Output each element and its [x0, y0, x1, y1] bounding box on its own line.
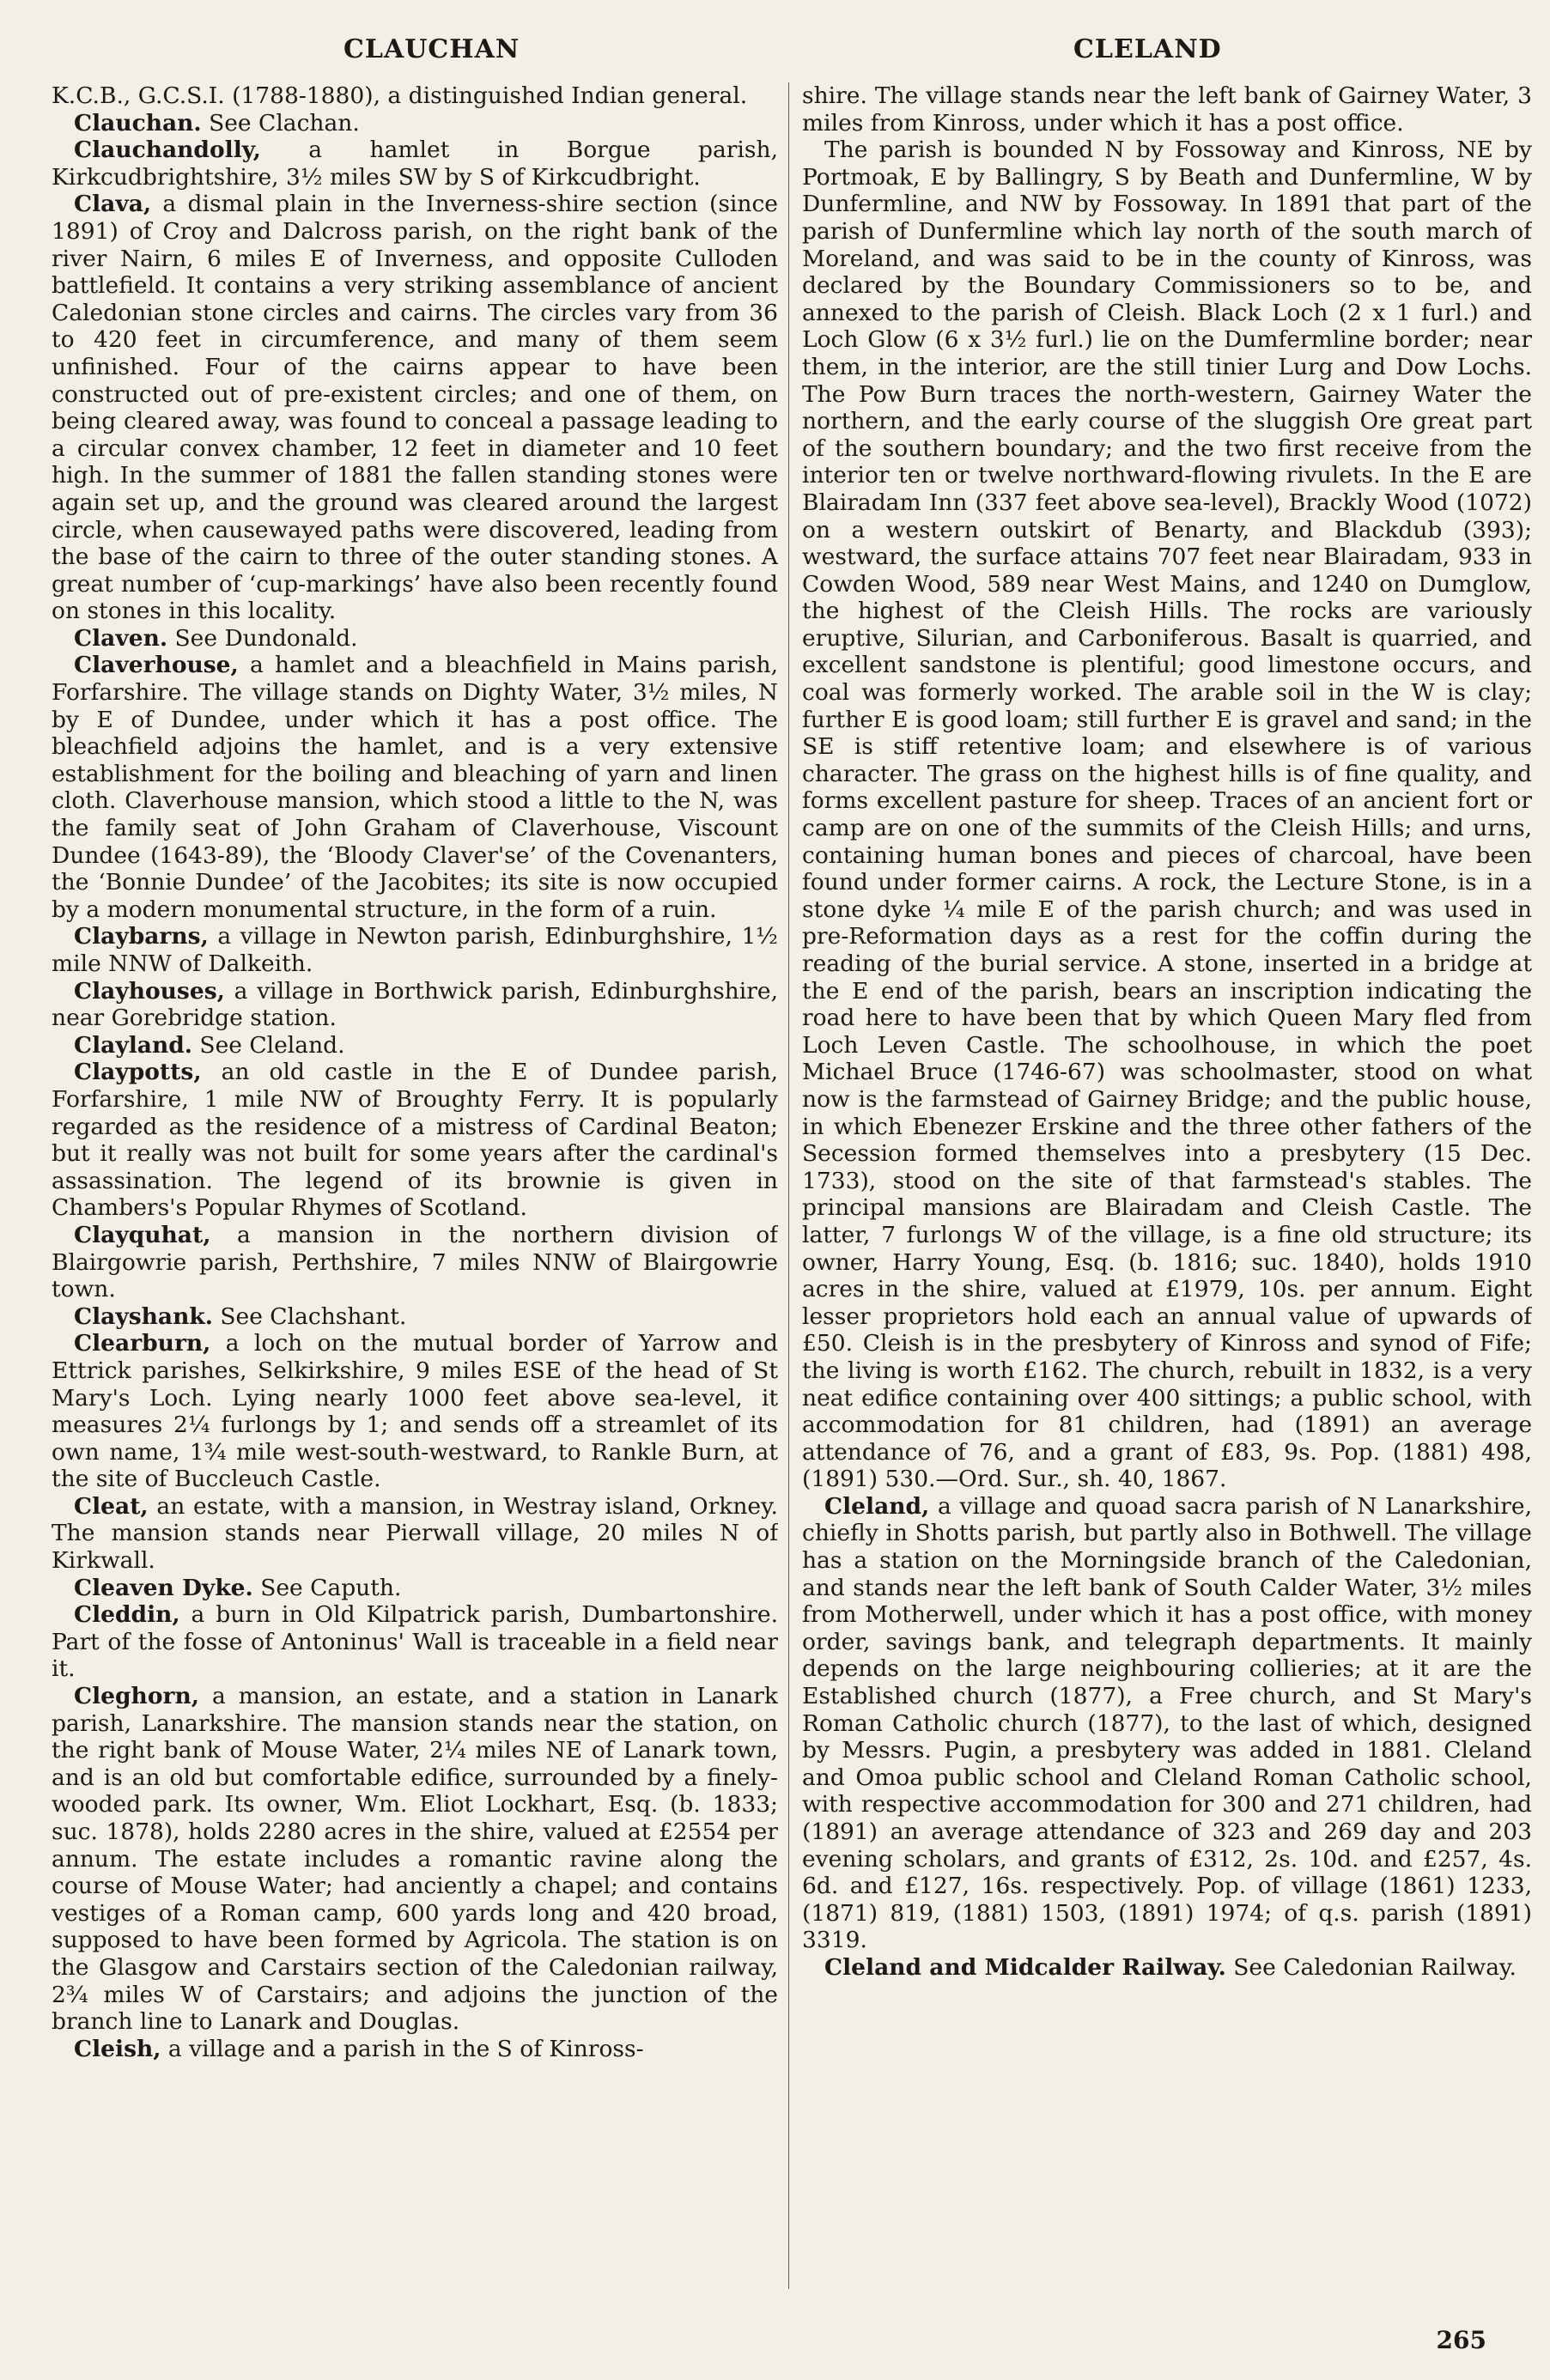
entry	[52, 1330, 778, 1493]
entry-text: See Cleland.	[192, 1031, 345, 1059]
entry-headword: Clayquhat,	[74, 1221, 211, 1248]
entry-text: a dismal plain in the Inverness-shire section (since 1891) of Croy and Dalcross parish, on the right bank of the river Nairn, 6 miles E of Inverness, and opposite Culloden battlefield. It contains a very striking assemblance of ancient Caledonian stone circles and cairns. The circles vary from 36 to 420 feet in circumference, and many of them seem unfinished. Four of the cairns appear to have been constructed out of pre-existent circles; and one of them, on being cleared away, was found to conceal a passage leading to a circular convex chamber, 12 feet in diameter and 10 feet high. In the summer of 1881 the fallen standing stones were again set up, and the ground was cleared around the largest circle, when causewayed paths were discovered, leading from the base of the cairn to three of the outer standing stones. A great number of ‘cup-markings’ have also been recently found on stones in this locality.	[52, 191, 778, 625]
entry	[52, 137, 778, 191]
entry-headword: Cleland,	[824, 1492, 930, 1520]
entry	[802, 82, 1532, 137]
entry-text: an estate, with a mansion, in Westray island, Orkney. The mansion stands near Pierwall village, 20 miles N of Kirkwall.	[52, 1492, 778, 1575]
entry	[52, 978, 778, 1032]
entry-text: See Caledonian Railway.	[1225, 1953, 1517, 1981]
entry-text: See Clachan.	[201, 109, 360, 137]
page-number: 265	[1436, 2326, 1486, 2354]
right-column	[802, 82, 1532, 2315]
running-head-right: CLELAND	[1073, 34, 1222, 64]
entry-headword: Cleaven Dyke.	[74, 1574, 253, 1601]
entry	[52, 1601, 778, 1683]
entry-text: a village in Borthwick parish, Edinburghshire, near Gorebridge station.	[52, 977, 778, 1032]
entry-text: a loch on the mutual border of Yarrow and Ettrick parishes, Selkirkshire, 9 miles ESE of the head of St Mary's Loch. Lying nearly 1000 feet above sea-level, it measures 2¼ furlongs by 1; and sends off a streamlet of its own name, 1¾ mile west-south-westward, to Rankle Burn, at the site of Buccleuch Castle.	[52, 1330, 778, 1493]
entry-headword: Clava,	[74, 191, 152, 218]
running-head-left: CLAUCHAN	[343, 34, 520, 64]
entry	[802, 1493, 1532, 1954]
entry-headword: Cleland and Midcalder Railway.	[824, 1953, 1226, 1981]
entry-headword: Cleat,	[74, 1492, 149, 1520]
entry-headword: Cleghorn,	[74, 1683, 199, 1710]
entry-text: See Dundonald.	[167, 624, 358, 652]
entry-headword: Claverhouse,	[74, 652, 239, 679]
entry	[52, 191, 778, 625]
entry	[52, 1683, 778, 2036]
entry-text: a village and quoad sacra parish of N Lanarkshire, chiefly in Shotts parish, but partly also in Bothwell. The village has a station on the Morningside branch of the Caledonian, and stands near the left bank of South Calder Water, 3½ miles from Motherwell, under which it has a post office, with money order, savings bank, and telegraph departments. It mainly depends on the large neighbouring collieries; at it are the Established church (1877), a Free church, and St Mary's Roman Catholic church (1877), to the last of which, designed by Messrs. Pugin, a presbytery was added in 1881. Cleland and Omoa public school and Cleland Roman Catholic school, with respective accommodation for 300 and 271 children, had (1891) an average attendance of 323 and 269 day and 203 evening scholars, and grants of £312, 2s. 10d. and £257, 4s. 6d. and £127, 16s. respectively. Pop. of village (1861) 1233, (1871) 819, (1881) 1503, (1891) 1974; of q.s. parish (1891) 3319.	[802, 1492, 1532, 1954]
entry	[52, 110, 778, 137]
entry-headword: Clayhouses,	[74, 977, 225, 1005]
entry-headword: Clayland.	[74, 1031, 192, 1059]
entry	[52, 1059, 778, 1222]
entry-headword: Cleish,	[74, 2035, 161, 2062]
entry	[52, 1222, 778, 1303]
entry-text: See Caputh.	[252, 1574, 402, 1601]
entry-headword: Clauchan.	[74, 109, 202, 137]
entry	[52, 1303, 778, 1331]
entry-headword: Clayshank.	[74, 1302, 213, 1330]
entry	[52, 652, 778, 923]
entry	[52, 1575, 778, 1602]
entry	[52, 1493, 778, 1575]
column-divider	[788, 82, 789, 2289]
left-column	[52, 82, 778, 2315]
entry-headword: Clauchandolly,	[74, 137, 261, 164]
entry-text: shire. The village stands near the left bank of Gairney Water, 3 miles from Kinross, under which it has a post office.	[802, 82, 1532, 137]
entry-text: K.C.B., G.C.S.I. (1788-1880), a distinguished Indian general.	[52, 82, 748, 109]
entry	[52, 82, 778, 110]
entry	[52, 1032, 778, 1059]
entry	[52, 2036, 778, 2063]
entry-headword: Clearburn,	[74, 1330, 211, 1357]
entry-headword: Claybarns,	[74, 923, 209, 950]
entry	[802, 1954, 1532, 1982]
entry-text: a village in Newton parish, Edinburghshire, 1½ mile NNW of Dalkeith.	[52, 923, 778, 977]
entry-text: The parish is bounded N by Fossoway and Kinross, NE by Portmoak, E by Ballingry, S by Beath and Dunfermline, W by Dunfermline, and NW by Fossoway. In 1891 that part of the parish of Dunfermline which lay north of the south march of Moreland, and was said to be in the county of Kinross, was declared by the Boundary Commissioners so to be, and annexed to the parish of Cleish. Black Loch (2 x 1 furl.) and Loch Glow (6 x 3½ furl.) lie on the Dumfermline border; near them, in the interior, are the still tinier Lurg and Dow Lochs. The Pow Burn traces the north-western, Gairney Water the northern, and the early course of the sluggish Ore great part of the southern boundary; and the two first receive from the interior ten or twelve northward-flowing rivulets. In the E are Blairadam Inn (337 feet above sea-level), Brackly Wood (1072) on a western outskirt of Benarty, and Blackdub (393); westward, the surface attains 707 feet near Blairadam, 933 in Cowden Wood, 589 near West Mains, and 1240 on Dumglow, the highest of the Cleish Hills. The rocks are variously eruptive, Silurian, and Carboniferous. Basalt is quarried, and excellent sandstone is plentiful; good limestone occurs, and coal was formerly worked. The arable soil in the W is clay; further E is good loam; still further E is gravel and sand; in the SE is stiff retentive loam; and elsewhere is of various character. The grass on the highest hills is of fine quality, and forms excellent pasture for sheep. Traces of an ancient fort or camp are on one of the summits of the Cleish Hills; and urns, containing human bones and pieces of charcoal, have been found under former cairns. A rock, the Lecture Stone, is in a stone dyke ¼ mile E of the parish church; and was used in pre-Reformation days as a rest for the coffin during the reading of the burial service. A stone, inserted in a bridge at the E end of the parish, bears an inscription indicating the road here to have been that by which Queen Mary fled from Loch Leven Castle. The schoolhouse, in which the poet Michael Bruce (1746-67) was schoolmaster, stood on what now is the farmstead of Gairney Bridge; and the public house, in which Ebenezer Erskine and the three other fathers of the Secession formed themselves into a presbytery (15 Dec. 1733), stood on the site of that farmstead's stables. The principal mansions are Blairadam and Cleish Castle. The latter, 7 furlongs W of the village, is a fine old structure; its owner, Harry Young, Esq. (b. 1816; suc. 1840), holds 1910 acres in the shire, valued at £1979, 10s. per annum. Eight lesser proprietors hold each an annual value of upwards of £50. Cleish is in the presbytery of Kinross and synod of Fife; the living is worth £162. The church, rebuilt in 1832, is a very neat edifice containing over 400 sittings; a public school, with accommodation for 81 children, had (1891) an average attendance of 76, and a grant of £83, 9s. Pop. (1881) 498, (1891) 530.—Ord. Sur., sh. 40, 1867.	[802, 137, 1532, 1493]
entry-text: a village and a parish in the S of Kinross-	[161, 2035, 644, 2062]
entry-text: a mansion in the northern division of Blairgowrie parish, Perthshire, 7 miles NNW of Blairgowrie town.	[52, 1221, 778, 1303]
entry-text: an old castle in the E of Dundee parish, Forfarshire, 1 mile NW of Broughty Ferry. It is popularly regarded as the residence of a mistress of Cardinal Beaton; but it really was not built for some years after the cardinal's assassination. The legend of its brownie is given in Chambers's Popular Rhymes of Scotland.	[52, 1059, 778, 1222]
entry	[802, 137, 1532, 1493]
entry-headword: Claypotts,	[74, 1059, 202, 1086]
entry-text: See Clachshant.	[212, 1302, 407, 1330]
entry-headword: Claven.	[74, 624, 168, 652]
entry-text: a hamlet and a bleachfield in Mains parish, Forfarshire. The village stands on Dighty Water, 3½ miles, N by E of Dundee, under which it has a post office. The bleachfield adjoins the hamlet, and is a very extensive establishment for the boiling and bleaching of yarn and linen cloth. Claverhouse mansion, which stood a little to the N, was the family seat of John Graham of Claverhouse, Viscount Dundee (1643-89), the ‘Bloody Claver'se’ of the Covenanters, the ‘Bonnie Dundee’ of the Jacobites; its site is now occupied by a modern monumental structure, in the form of a ruin.	[52, 652, 778, 923]
entry-text: a mansion, an estate, and a station in Lanark parish, Lanarkshire. The mansion stands near the station, on the right bank of Mouse Water, 2¼ miles NE of Lanark town, and is an old but comfortable edifice, surrounded by a finely-wooded park. Its owner, Wm. Eliot Lockhart, Esq. (b. 1833; suc. 1878), holds 2280 acres in the shire, valued at £2554 per annum. The estate includes a romantic ravine along the course of Mouse Water; had anciently a chapel; and contains vestiges of a Roman camp, 600 yards long and 420 broad, supposed to have been formed by Agricola. The station is on the Glasgow and Carstairs section of the Caledonian railway, 2¾ miles W of Carstairs; and adjoins the junction of the branch line to Lanark and Douglas.	[52, 1683, 778, 2036]
entry	[52, 625, 778, 653]
entry	[52, 923, 778, 977]
entry-text: a hamlet in Borgue parish, Kirkcudbrightshire, 3½ miles SW by S of Kirkcudbright.	[52, 137, 778, 191]
entry-text: a burn in Old Kilpatrick parish, Dumbartonshire. Part of the fosse of Antoninus' Wall is traceable in a field near it.	[52, 1601, 778, 1683]
entry-headword: Cleddin,	[74, 1601, 180, 1629]
